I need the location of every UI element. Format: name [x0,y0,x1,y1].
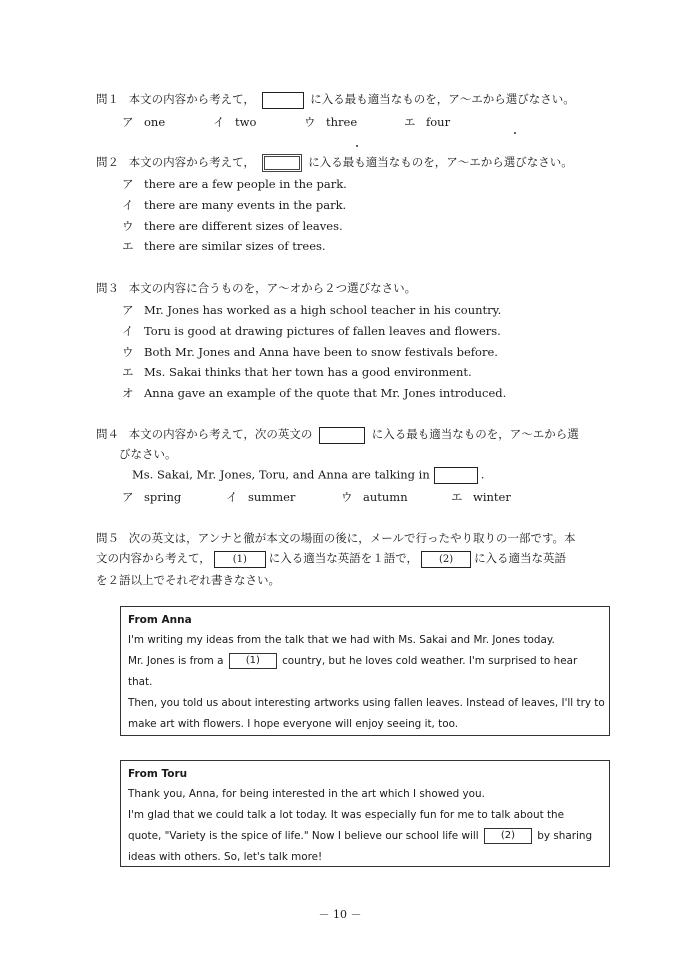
answer-blank-2: (2) [421,551,471,568]
email-line: Thank you, Anna, for being interested in the art which I showed you. [128,788,485,800]
question-number: 問５ [96,531,119,545]
question-1 [96,91,575,109]
question-text: に入る最も適当なものを，ア～エから選びなさい。 [310,92,575,106]
answer-blank [262,92,304,109]
question-number: 問３ [96,281,119,295]
q4-sentence: Ms. Sakai, Mr. Jones, Toru, and Anna are talking in . [132,467,484,484]
email-line: I'm glad that we could talk a lot today. It was especially fun for me to talk about the [128,809,565,821]
email-line: quote, "Variety is the spice of life." Now I believe our school life will (2) by sharing [128,830,593,842]
question-text: に入る最も適当なものを，ア～エから選びなさい。 [308,155,573,169]
choice-a: ア spring [122,490,182,504]
choice-d: エ four [404,115,451,129]
choice-c: ウ there are different sizes of leaves. [122,219,343,233]
choice-b: イ there are many events in the park. [122,198,347,212]
email-from-toru [120,760,610,867]
answer-blank [262,154,302,172]
email-from-anna [120,606,610,736]
choice-c: ウ autumn [341,490,408,504]
question-2 [96,154,573,172]
answer-blank [319,427,365,444]
choice-a: ア Mr. Jones has worked as a high school teacher in his country. [122,303,502,317]
answer-blank [434,467,478,484]
question-3 [96,280,416,296]
choice-d: エ Ms. Sakai thinks that her town has a good environment. [122,365,472,379]
question-text: 本文の内容に合うものを，ア～オから２つ選びなさい。 [128,281,417,295]
answer-blank-1: (1) [229,653,277,669]
question-text: 本文の内容から考えて，次の英文の [128,427,313,441]
question-number: 問４ [96,427,119,441]
email-header: From Toru [128,768,188,780]
question-text-cont: びなさい。 [119,447,177,461]
answer-blank-2: (2) [484,828,532,844]
question-number: 問２ [96,155,119,169]
page-number: － 10 － [318,908,362,921]
answer-blank-1: (1) [214,551,266,568]
email-line: I'm writing my ideas from the talk that we had with Ms. Sakai and Mr. Jones today. [128,634,555,646]
email-line: make art with flowers. I hope everyone will enjoy seeing it, too. [128,718,459,730]
question-text: 本文の内容から考えて， [128,155,255,169]
q5-line3: を２語以上でそれぞれ書きなさい。 [96,573,280,587]
email-line: ideas with others. So, let's talk more! [128,851,323,863]
email-line: Then, you told us about interesting artworks using fallen leaves. Instead of leaves, I'll try to [128,697,605,709]
choice-b: イ two [213,115,257,129]
question-5 [96,530,576,546]
choice-c: ウ three [304,115,358,129]
question-4 [96,426,579,444]
email-header: From Anna [128,614,192,626]
choice-d: エ winter [451,490,511,504]
choice-a: ア there are a few people in the park. [122,177,347,191]
email-line: Mr. Jones is from a (1) country, but he loves cold weather. I'm surprised to hear [128,655,578,667]
choice-b: イ Toru is good at drawing pictures of fallen leaves and flowers. [122,324,501,338]
question-text: に入る最も適当なものを，ア～エから選 [371,427,579,441]
q5-line2: 文の内容から考えて， (1) に入る適当な英語を１語で， (2) に入る適当な英語 [96,550,566,568]
choice-e: オ Anna gave an example of the quote that Mr. Jones introduced. [122,386,507,400]
question-number: 問１ [96,92,119,106]
choice-b: イ summer [226,490,296,504]
choice-a: ア one [122,115,166,129]
choice-c: ウ Both Mr. Jones and Anna have been to snow festivals before. [122,345,498,359]
question-text: 次の英文は，アンナと徹が本文の場面の後に，メールで行ったやり取りの一部です。本 [128,531,576,545]
question-text: 本文の内容から考えて， [128,92,255,106]
email-line: that. [128,676,153,688]
choice-d: エ there are similar sizes of trees. [122,239,326,253]
